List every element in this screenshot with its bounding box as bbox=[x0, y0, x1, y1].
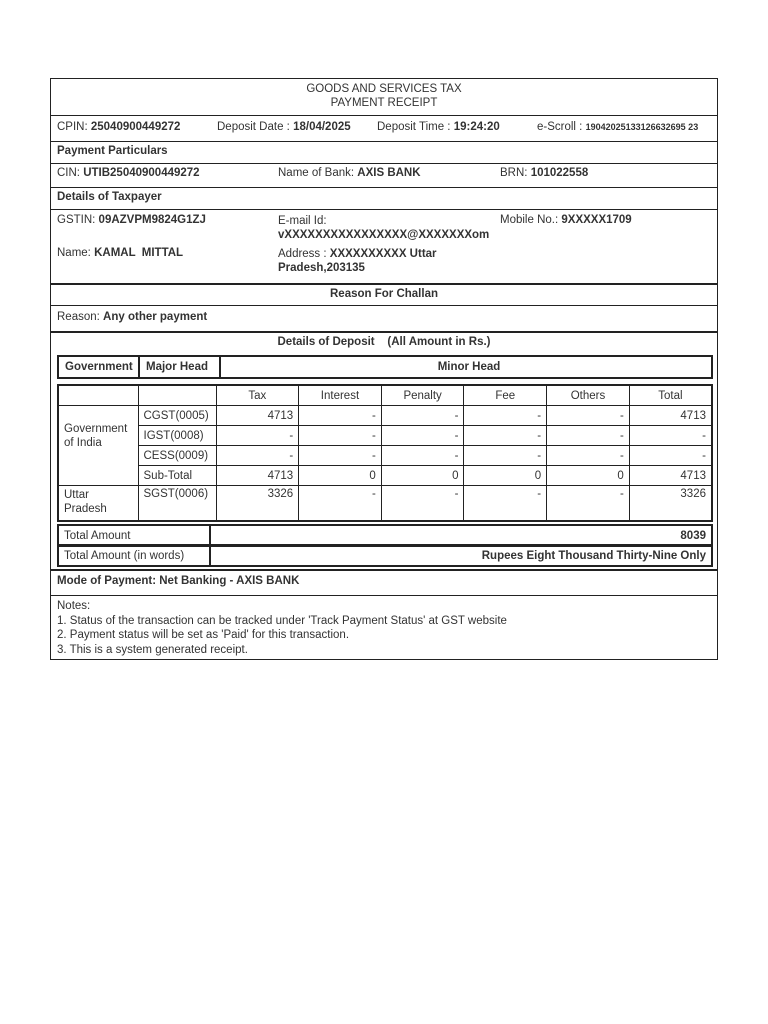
divider bbox=[51, 283, 717, 285]
cpin-label: CPIN: bbox=[57, 121, 88, 133]
govt-state-cell: Uttar Pradesh bbox=[58, 486, 138, 522]
divider bbox=[51, 595, 717, 596]
deposit-heading bbox=[51, 336, 717, 348]
value-cell: - bbox=[547, 406, 630, 426]
value-cell: - bbox=[299, 446, 382, 466]
escroll-value: 19042025133126632695 23 bbox=[585, 122, 699, 132]
bank-value: AXIS BANK bbox=[357, 167, 421, 179]
table-row bbox=[58, 486, 712, 522]
value-cell: - bbox=[464, 486, 547, 522]
value-cell: - bbox=[629, 426, 712, 446]
col-major-head: Major Head bbox=[139, 356, 220, 378]
value-cell: 4713 bbox=[629, 406, 712, 426]
total-words-label: Total Amount (in words) bbox=[58, 545, 210, 566]
note-item: 3. This is a system generated receipt. bbox=[57, 643, 248, 656]
sub-header-others: Others bbox=[547, 385, 630, 406]
sub-header-fee: Fee bbox=[464, 385, 547, 406]
deposit-column-header bbox=[57, 355, 713, 379]
col-minor-head: Minor Head bbox=[437, 361, 501, 373]
total-words-row bbox=[57, 544, 713, 567]
table-row bbox=[58, 466, 712, 486]
bank-label: Name of Bank: bbox=[278, 167, 355, 179]
value-cell: - bbox=[381, 486, 464, 522]
major-head: CESS(0009) bbox=[138, 446, 216, 466]
challan-heading: Reason For Challan bbox=[330, 288, 438, 300]
sub-header-interest: Interest bbox=[299, 385, 382, 406]
value-cell: - bbox=[381, 446, 464, 466]
mobile-value: 9XXXXX1709 bbox=[561, 214, 632, 226]
gstin bbox=[57, 214, 206, 226]
total-words-value: Rupees Eight Thousand Thirty-Nine Only bbox=[481, 549, 706, 562]
value-cell: 3326 bbox=[216, 486, 299, 522]
cin-label: CIN: bbox=[57, 167, 80, 179]
divider bbox=[51, 115, 717, 116]
address-line-1: XXXXXXXXXX Uttar bbox=[329, 248, 437, 260]
value-cell: 4713 bbox=[629, 466, 712, 486]
major-head: IGST(0008) bbox=[138, 426, 216, 446]
bank-name bbox=[278, 167, 421, 179]
mobile bbox=[500, 214, 632, 226]
sub-header-tax: Tax bbox=[216, 385, 299, 406]
notes-heading: Notes: bbox=[57, 600, 91, 612]
escroll-label: e-Scroll : bbox=[537, 121, 583, 133]
value-cell: - bbox=[629, 446, 712, 466]
deposit-subheader-row bbox=[58, 385, 712, 406]
col-government: Government bbox=[58, 356, 139, 378]
gstin-value: 09AZVPM9824G1ZJ bbox=[98, 214, 206, 226]
name-value: KAMAL MITTAL bbox=[94, 247, 184, 259]
divider bbox=[51, 331, 717, 333]
total-amount-value: 8039 bbox=[680, 529, 706, 542]
deposit-time-label: Deposit Time : bbox=[377, 121, 451, 133]
major-head: Sub-Total bbox=[138, 466, 216, 486]
empty-cell bbox=[138, 385, 216, 406]
divider bbox=[51, 141, 717, 142]
notes bbox=[57, 599, 507, 657]
mobile-label: Mobile No.: bbox=[500, 214, 559, 226]
value-cell: - bbox=[299, 486, 382, 522]
value-cell: - bbox=[464, 426, 547, 446]
title-line-1: GOODS AND SERVICES TAX bbox=[306, 83, 462, 95]
deposit-time bbox=[377, 121, 500, 133]
brn-label: BRN: bbox=[500, 167, 528, 179]
value-cell: - bbox=[464, 446, 547, 466]
email-value: vXXXXXXXXXXXXXXXX@XXXXXXXom bbox=[278, 229, 490, 241]
value-cell: - bbox=[464, 406, 547, 426]
sub-header-penalty: Penalty bbox=[381, 385, 464, 406]
value-cell: - bbox=[547, 446, 630, 466]
govt-india-cell: Government of India bbox=[58, 406, 138, 486]
mode-value: Net Banking - AXIS BANK bbox=[159, 575, 300, 587]
cin bbox=[57, 167, 200, 179]
major-head: SGST(0006) bbox=[138, 486, 216, 522]
address-line-2: Pradesh,203135 bbox=[278, 262, 365, 274]
deposit-table bbox=[57, 384, 713, 522]
value-cell: 0 bbox=[381, 466, 464, 486]
value-cell: 0 bbox=[299, 466, 382, 486]
deposit-date bbox=[217, 121, 351, 133]
mode-of-payment bbox=[57, 575, 299, 587]
deposit-date-label: Deposit Date : bbox=[217, 121, 290, 133]
challan-reason bbox=[57, 311, 207, 323]
total-amount-label: Total Amount bbox=[58, 525, 210, 546]
gstin-label: GSTIN: bbox=[57, 214, 96, 226]
escroll bbox=[537, 121, 698, 133]
value-cell: - bbox=[216, 426, 299, 446]
divider bbox=[51, 209, 717, 210]
divider bbox=[51, 163, 717, 164]
value-cell: 4713 bbox=[216, 466, 299, 486]
deposit-time-value: 19:24:20 bbox=[453, 121, 500, 133]
email bbox=[278, 214, 489, 242]
value-cell: - bbox=[547, 426, 630, 446]
value-cell: 3326 bbox=[629, 486, 712, 522]
payment-particulars-heading: Payment Particulars bbox=[57, 145, 168, 157]
address-label: Address : bbox=[278, 248, 327, 260]
table-row bbox=[58, 446, 712, 466]
brn bbox=[500, 167, 588, 179]
cpin bbox=[57, 121, 180, 133]
value-cell: - bbox=[547, 486, 630, 522]
table-row bbox=[58, 406, 712, 426]
deposit-date-value: 18/04/2025 bbox=[293, 121, 351, 133]
cin-value: UTIB25040900449272 bbox=[83, 167, 200, 179]
value-cell: - bbox=[299, 426, 382, 446]
deposit-heading-note: (All Amount in Rs.) bbox=[387, 336, 491, 348]
cpin-value: 25040900449272 bbox=[90, 121, 181, 133]
divider bbox=[51, 569, 717, 571]
note-item: 2. Payment status will be set as 'Paid' for this transaction. bbox=[57, 629, 350, 641]
value-cell: 0 bbox=[547, 466, 630, 486]
value-cell: - bbox=[381, 426, 464, 446]
deposit-heading-text: Details of Deposit bbox=[277, 336, 375, 348]
major-head: CGST(0005) bbox=[138, 406, 216, 426]
empty-cell bbox=[58, 385, 138, 406]
table-row bbox=[58, 426, 712, 446]
divider bbox=[51, 187, 717, 188]
reason-value: Any other payment bbox=[103, 311, 208, 323]
note-item: 1. Status of the transaction can be tracked under 'Track Payment Status' at GST website bbox=[57, 614, 507, 627]
address bbox=[278, 247, 437, 275]
reason-label: Reason: bbox=[57, 311, 100, 323]
sub-header-total: Total bbox=[629, 385, 712, 406]
divider bbox=[51, 305, 717, 306]
mode-label: Mode of Payment: bbox=[57, 575, 157, 587]
taxpayer-heading: Details of Taxpayer bbox=[57, 191, 162, 203]
email-label: E-mail Id: bbox=[278, 215, 327, 227]
payment-receipt bbox=[50, 78, 718, 660]
value-cell: 0 bbox=[464, 466, 547, 486]
value-cell: - bbox=[381, 406, 464, 426]
name-label: Name: bbox=[57, 247, 91, 259]
receipt-title bbox=[51, 82, 717, 110]
value-cell: - bbox=[216, 446, 299, 466]
taxpayer-name bbox=[57, 247, 183, 259]
value-cell: - bbox=[299, 406, 382, 426]
brn-value: 101022558 bbox=[530, 167, 589, 179]
title-line-2: PAYMENT RECEIPT bbox=[330, 97, 438, 109]
value-cell: 4713 bbox=[216, 406, 299, 426]
